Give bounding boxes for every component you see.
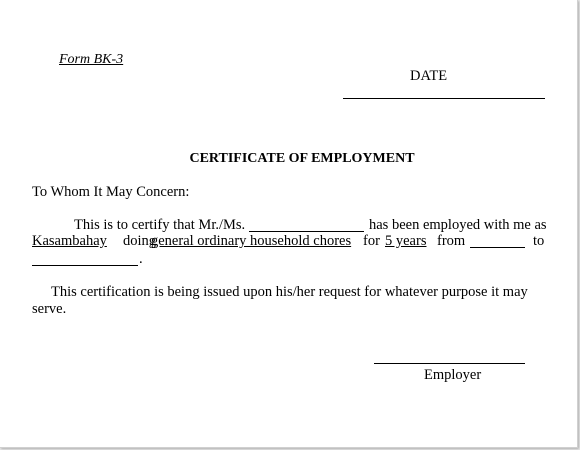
document-title: CERTIFICATE OF EMPLOYMENT [189,151,415,166]
sentence-period: . [139,251,143,267]
to-date-blank [32,265,138,266]
body-line1-start: This is to certify that Mr./Ms. [74,217,246,233]
employer-label: Employer [424,367,482,383]
body-line1-end: has been employed with me as [369,217,547,233]
for-text: for [363,233,380,249]
from-text: from [437,233,466,249]
employee-name-blank [249,231,364,232]
from-date-blank [470,247,525,248]
position-text: Kasambahay [32,233,107,249]
salutation: To Whom It May Concern: [32,184,190,200]
duration-text: 5 years [385,233,427,249]
to-text: to [533,233,545,249]
employer-signature-line [374,363,525,364]
purpose-paragraph-line2: serve. [32,301,67,317]
doing-text: doing [123,233,157,249]
date-label: DATE [410,68,448,84]
duties-text: general ordinary household chores [151,233,352,249]
date-blank-line [343,98,545,99]
form-code: Form BK-3 [59,52,124,67]
purpose-paragraph-line1: This certification is being issued upon his/her request for whatever purpose it may [51,284,528,300]
